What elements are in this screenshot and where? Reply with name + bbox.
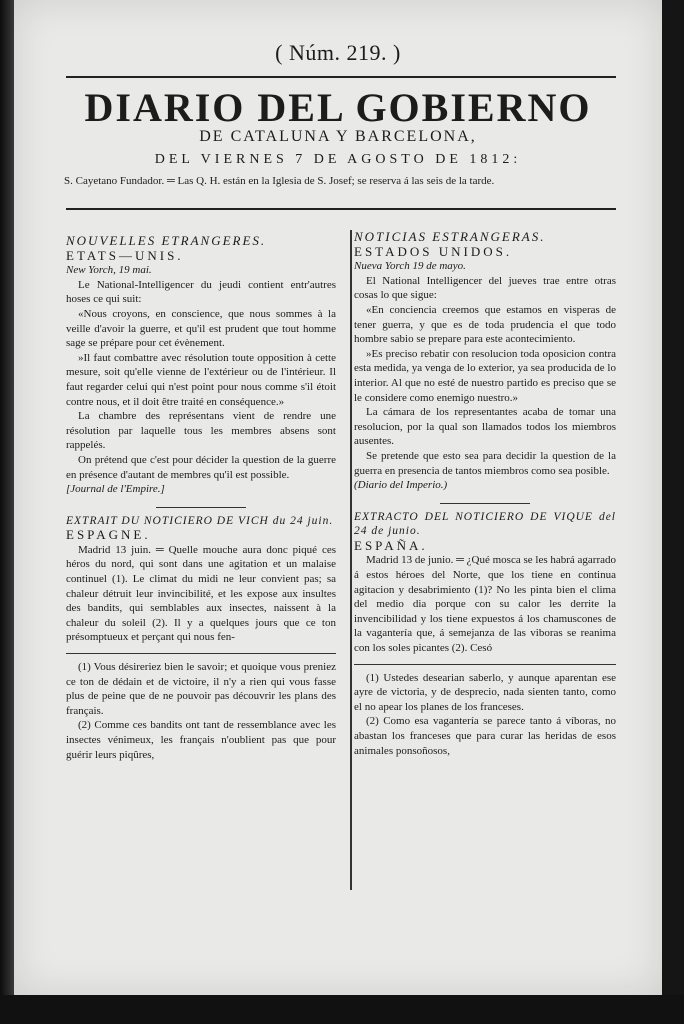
right-paragraph: »Es preciso rebatir con resolucion toda oposicion contra esta medida, ya venga de lo exterior, ya sea producida de lo interior. Al que no esté de nuestro partido es preciso que se le considere como enemigo nuestro.» [354,347,616,404]
left-dateline: New Yorch, 19 mai. [66,264,152,277]
right-paragraph: Se pretende que esto sea para decidir la question de la guerra en presencia de tantos miembros como sea posible. [354,449,616,477]
right-extract-heading: EXTRACTO DEL NOTICIERO DE VIQUE del 24 de junio. [354,510,616,538]
right-source: (Diario del Imperio.) [354,479,448,492]
right-footnote: (1) Ustedes desearian saberlo, y aunque aparentan ese ayre de victoria, y de desprecio, nada sienten tanto, como el no apear los planes de los franceses. [354,671,616,713]
section-divider [440,503,530,504]
footnote-divider [354,664,616,665]
left-paragraph: On prétend que c'est pour décider la question de la guerre en présence d'autant de membres qu'il est possible. [66,453,336,481]
left-extract-paragraph: Madrid 13 juin. ═ Quelle mouche aura donc piqué ces héros du nord, qui sont dans une agitation et un malaise continuel (1). Le climat du midi ne leur convient pas; sa chaleur détruit leur invincibilité, et les expose aux insultes des bandits, qui semblables aux insectes, naissent à la chaleur du soleil (2). Il y a quelques jours que ce ton présomptueux et perçant qui nous fen- [66,543,336,644]
section-divider [156,507,246,508]
footnote-divider [66,653,336,654]
left-extract-country: ESPAGNE. [66,527,151,543]
right-footnote: (2) Como esa vagantería se parece tanto á víboras, no abastan los franceses que para curar las heridas de esos animales ponsoñosos, [354,715,616,757]
saints-of-day: S. Cayetano Fundador. ═ Las Q. H. están en la Iglesia de S. Josef; se reserva á las seis de la tarde. [64,175,495,187]
right-country: ESTADOS UNIDOS. [354,243,513,259]
issue-date: DEL VIERNES 7 DE AGOSTO DE 1812: [154,152,522,167]
issue-number: ( Núm. 219. ) [275,40,401,65]
left-extract-heading: EXTRAIT DU NOTICIERO DE VICH du 24 juin. [66,514,334,527]
newspaper-page [14,0,662,995]
page-edge-bottom [0,995,684,1024]
page-edge-right [662,0,684,1024]
masthead-subtitle: DE CATALUNA Y BARCELONA, [199,128,477,145]
masthead-bottom-rule [66,208,616,210]
left-section-heading: NOUVELLES ETRANGERES. [66,233,267,248]
left-column [66,234,336,762]
left-paragraph: Le National-Intelligencer du jeudi contient entr'autres hoses ce qui suit: [66,278,336,306]
left-footnote: (2) Comme ces bandits ont tant de ressemblance avec les insectes vénimeux, les français n'oublient pas que pour guérir leurs piqûres, [66,719,336,761]
right-paragraph: La cámara de los representantes acaba de tomar una resolucion, por la qual son llamados todos los miembros ausentes. [354,406,616,448]
right-column [354,230,616,758]
right-dateline: Nueva Yorch 19 de mayo. [354,260,466,273]
book-spine [0,0,14,1024]
right-extract-country: ESPAÑA. [354,537,428,553]
right-paragraph: El National Intelligencer del jueves trae entre otras cosas lo que sigue: [354,274,616,302]
right-extract-paragraph: Madrid 13 de junio. ═ ¿Qué mosca se les habrá agarrado á estos héroes del Norte, que los tiene en continua agitacion y desabrimiento (1)? No les pinta bien el clima del medio dia porque con su calor les derrite la invencibilidad y los tiene expuestos á los chamuscones de la vagantería que, á semejanza de las viboras se reanima con los soles picantes (2). Cesó [354,554,617,655]
column-divider [350,230,352,890]
left-paragraph: «Nous croyons, en conscience, que nous sommes à la veille d'avoir la guerre, et qu'il est prudent que tout homme sage se prépare pour cet évènement. [66,307,336,350]
right-section-heading: NOTICIAS ESTRANGERAS. [354,229,546,244]
left-paragraph: »Il faut combattre avec résolution toute opposition à cette mesure, soit qu'elle vienne de l'extérieur ou de l'intérieur. Il faut regarder celui qui n'est point pour nous comme s'il étoit contre nous, et il doit être traité en conséquence.» [66,351,336,408]
right-paragraph: «En conciencia creemos que estamos en visperas de tener guerra, y que es de toda prudencia el que todo hombre sabio se prepare para este acontecimiento. [354,303,616,346]
masthead-title: DIARIO DEL GOBIERNO [84,85,592,130]
left-paragraph: La chambre des représentans vient de rendre une résolution par laquelle tous les membres absens sont rappelés. [66,410,336,452]
left-source: [Journal de l'Empire.] [66,483,165,496]
left-country: ETATS—UNIS. [66,247,184,263]
top-rule [66,76,616,78]
left-footnote: (1) Vous désireriez bien le savoir; et quoique vous preniez ce ton de dédain et de victoire, il n'y a rien qui vous fasse plus de peine que de ne pouvoir pas découvrir les plans des français. [66,661,336,717]
